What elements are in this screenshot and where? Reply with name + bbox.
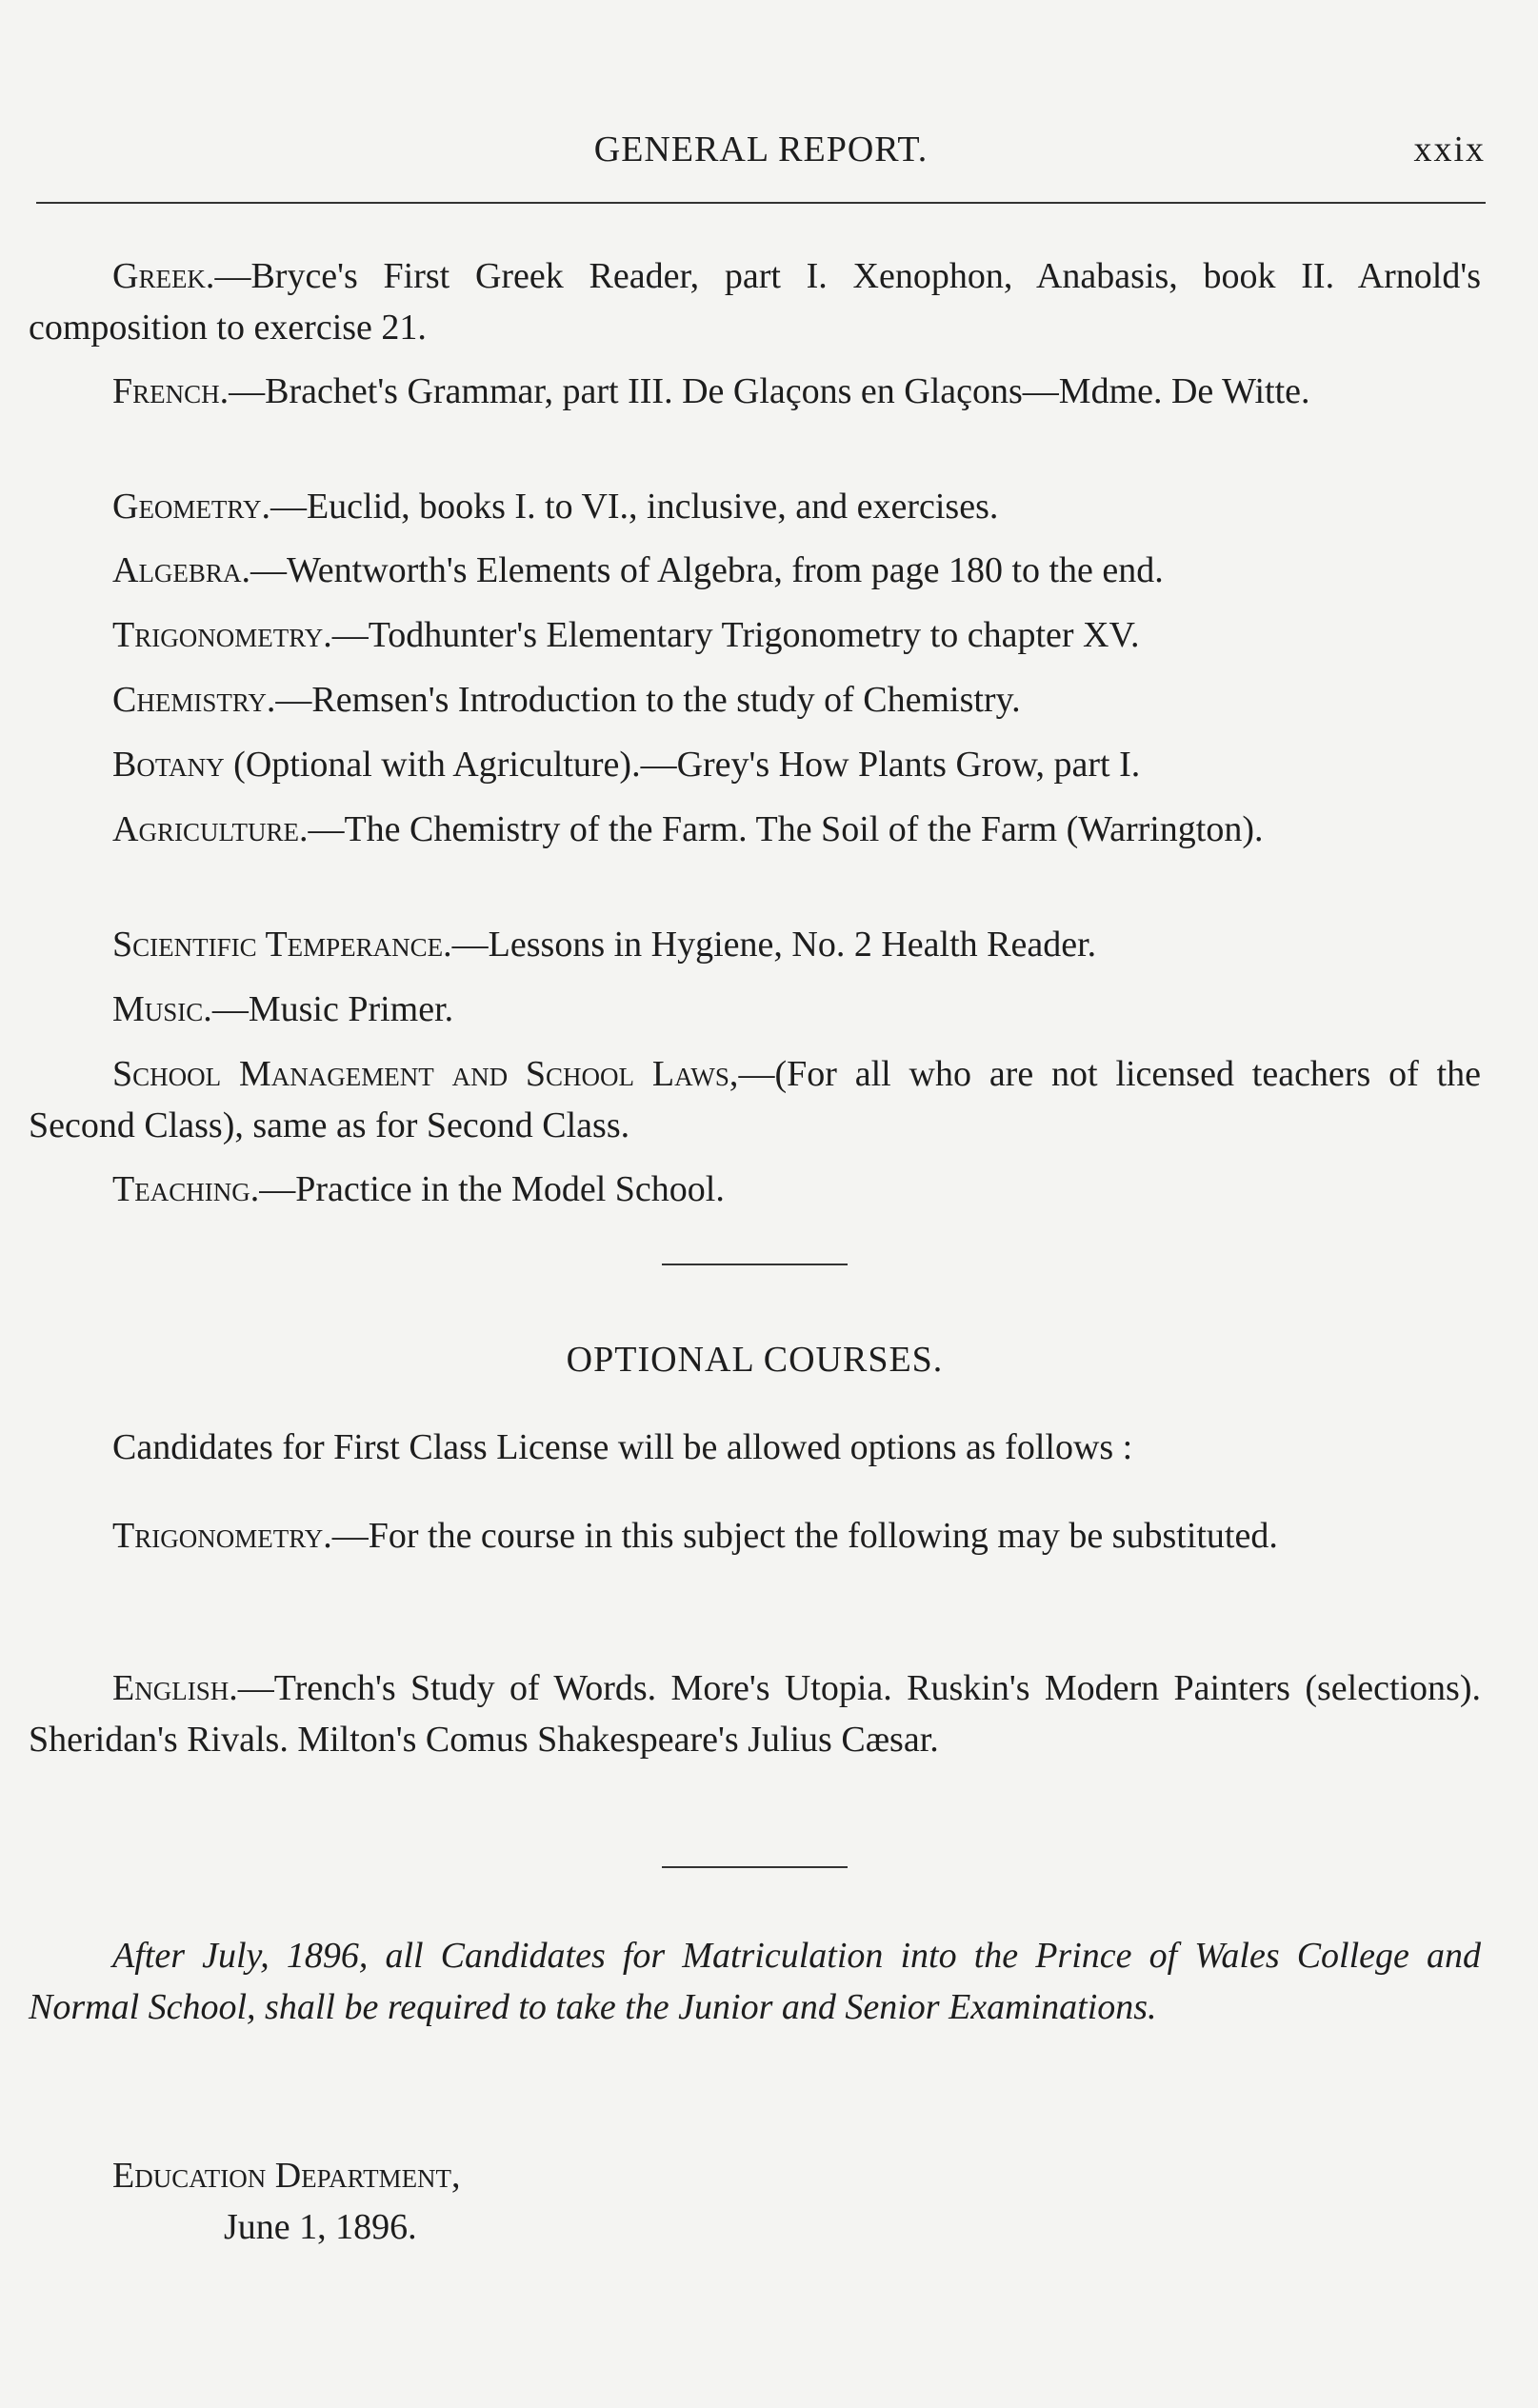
optional-courses-heading: OPTIONAL COURSES.	[566, 1340, 944, 1380]
subject-name: French.	[112, 371, 230, 411]
subject-greek	[29, 250, 1481, 353]
subject-text: —The Chemistry of the Farm. The Soil of the Farm (Warrington).	[308, 809, 1264, 849]
subject-name: Greek.	[112, 256, 215, 296]
header-title: GENERAL REPORT.	[593, 129, 929, 169]
running-header	[36, 129, 1486, 176]
section-divider	[662, 1264, 848, 1265]
signature-department: Education Department,	[112, 2156, 461, 2196]
subject-name: Chemistry.	[112, 680, 276, 720]
optional-english	[29, 1662, 1481, 1765]
subject-name: Music.	[112, 989, 212, 1029]
subject-text: —Todhunter's Elementary Trigonometry to chapter XV.	[331, 615, 1140, 655]
subject-name: Trigonometry.	[112, 1516, 332, 1556]
subject-french	[29, 366, 1481, 417]
optional-intro: Candidates for First Class License will be allowed options as follows :	[112, 1427, 1133, 1467]
subject-geometry	[29, 481, 1481, 532]
subject-chemistry	[29, 674, 1481, 726]
subject-name: School Management and School Laws,	[112, 1054, 739, 1094]
subject-school-management	[29, 1048, 1481, 1151]
subject-scientific-temperance	[29, 919, 1481, 970]
subject-text: —For the course in this subject the following may be substituted.	[331, 1516, 1278, 1556]
signature-date: June 1, 1896.	[224, 2207, 417, 2247]
subject-music	[29, 984, 1481, 1035]
subject-algebra	[29, 545, 1481, 596]
subject-text: —Remsen's Introduction to the study of Chemistry.	[275, 680, 1021, 720]
subject-agriculture	[29, 804, 1481, 855]
subject-text: —Music Primer.	[211, 989, 454, 1029]
header-rule	[36, 202, 1486, 204]
subject-text: —Euclid, books I. to VI., inclusive, and exercises.	[270, 487, 999, 527]
subject-name: Algebra.	[112, 550, 250, 590]
document-page	[29, 0, 1486, 2408]
subject-text: —Wentworth's Elements of Algebra, from page 180 to the end.	[250, 550, 1164, 590]
subject-name: Botany	[112, 745, 225, 785]
subject-text: —Trench's Study of Words. More's Utopia. Ruskin's Modern Painters (selections). Sheridan's Rivals. Milton's Comus Shakespeare's Julius Cæsar.	[29, 1668, 1481, 1760]
subject-teaching	[29, 1164, 1481, 1215]
section-divider	[662, 1866, 848, 1868]
subject-text: —Lessons in Hygiene, No. 2 Health Reader.	[451, 925, 1097, 965]
subject-name: Agriculture.	[112, 809, 309, 849]
subject-text: —Brachet's Grammar, part III. De Glaçons en Glaçons—Mdme. De Witte.	[229, 371, 1310, 411]
subject-text: —(For all who are not licensed teachers of the Second Class), same as for Second Class.	[29, 1054, 1482, 1145]
subject-name: Teaching.	[112, 1169, 260, 1209]
subject-botany	[29, 739, 1481, 790]
subject-name: Geometry.	[112, 487, 270, 527]
subject-name: English.	[112, 1668, 238, 1708]
optional-trigonometry	[29, 1510, 1481, 1562]
page-number: xxix	[1413, 129, 1486, 169]
matriculation-notice: After July, 1896, all Candidates for Matriculation into the Prince of Wales College and Normal School, shall be required to take the Junior and Senior Examinations.	[29, 1936, 1481, 2027]
subject-name: Trigonometry.	[112, 615, 332, 655]
subject-trigonometry	[29, 609, 1481, 661]
subject-name: Scientific Temperance.	[112, 925, 452, 965]
subject-text: (Optional with Agriculture).—Grey's How Plants Grow, part I.	[224, 745, 1141, 785]
subject-text: —Bryce's First Greek Reader, part I. Xenophon, Anabasis, book II. Arnold's composition to exercise 21.	[29, 256, 1481, 348]
subject-text: —Practice in the Model School.	[259, 1169, 725, 1209]
